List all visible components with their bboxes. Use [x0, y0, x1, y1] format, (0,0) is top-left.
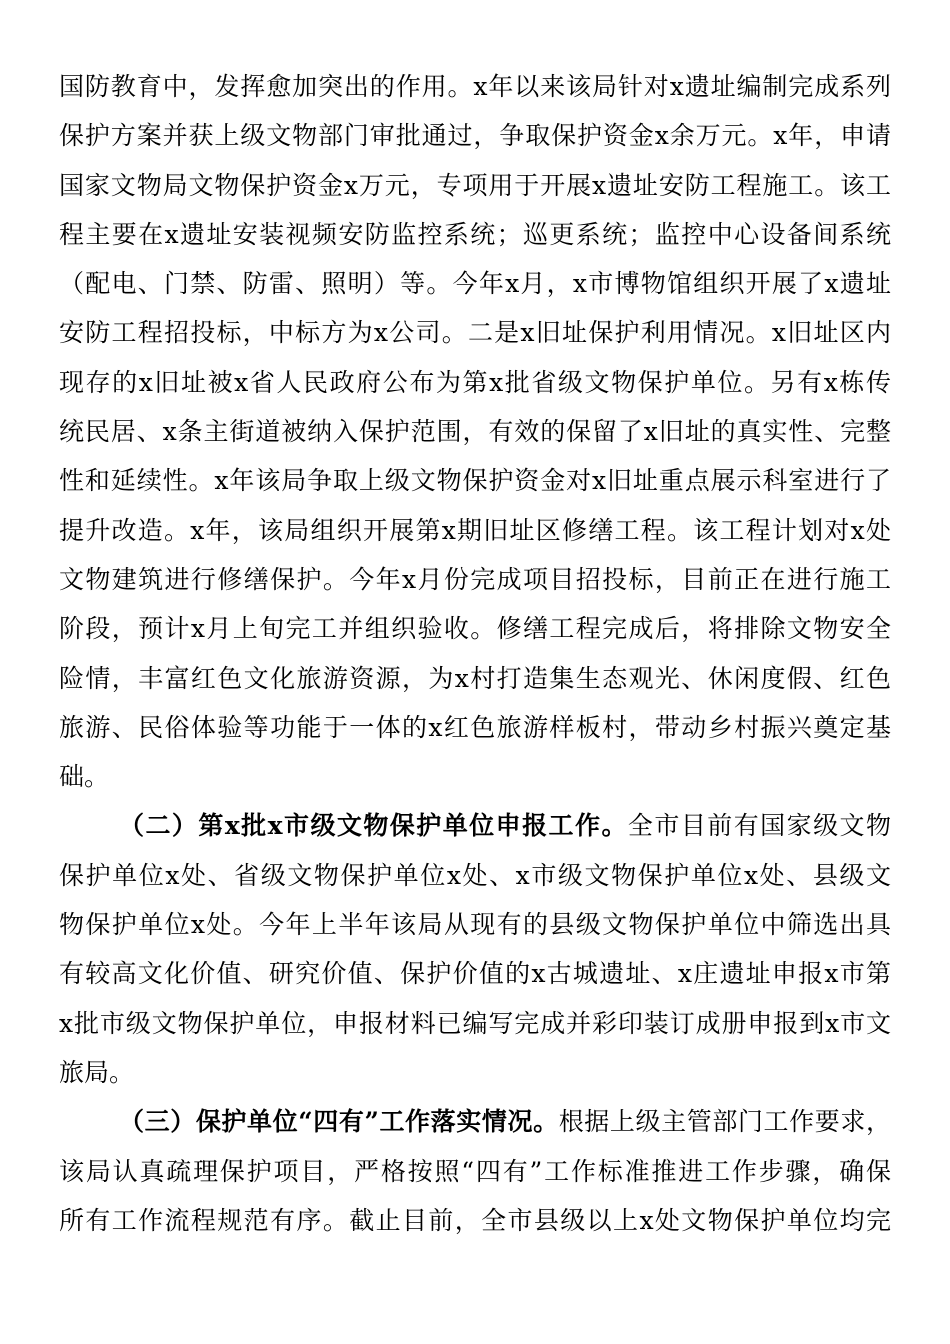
text-line: 文物建筑进行修缮保护。今年x月份完成项目招投标，目前正在进行施工 [59, 564, 891, 594]
text-line: 阶段，预计x月上旬完工并组织验收。修缮工程完成后，将排除文物安全 [59, 614, 891, 644]
section-2-first-line-text: 全市目前有国家级文物 [627, 811, 891, 841]
text-line: （配电、门禁、防雷、照明）等。今年x月，x市博物馆组织开展了x遗址 [59, 269, 891, 299]
text-line: 程主要在x遗址安装视频安防监控系统；巡更系统；监控中心设备间系统 [59, 219, 891, 249]
text-line: 旅游、民俗体验等功能于一体的x红色旅游样板村，带动乡村振兴奠定基 [59, 712, 891, 742]
text-line: 保护方案并获上级文物部门审批通过，争取保护资金x余万元。x年，申请 [59, 121, 891, 151]
text-line: 性和延续性。x年该局争取上级文物保护资金对x旧址重点展示科室进行了 [59, 466, 891, 496]
text-line: x批市级文物保护单位，申报材料已编写完成并彩印装订成册申报到x市文 [59, 1008, 891, 1038]
section-2-first-line [59, 801, 891, 850]
section-2-paragraph [59, 801, 891, 1097]
text-line: 有较高文化价值、研究价值、保护价值的x古城遗址、x庄遗址申报x市第 [59, 959, 891, 989]
text-line: 所有工作流程规范有序。截止目前，全市县级以上x处文物保护单位均完 [59, 1205, 891, 1235]
paragraph-1 [59, 62, 891, 801]
text-line: 险情，丰富红色文化旅游资源，为x村打造集生态观光、休闲度假、红色 [59, 663, 891, 693]
text-line: 物保护单位x处。今年上半年该局从现有的县级文物保护单位中筛选出具 [59, 910, 891, 940]
text-line: 该局认真疏理保护项目，严格按照“四有”工作标准推进工作步骤，确保 [59, 1156, 891, 1186]
section-2-heading: （二）第x批x市级文物保护单位申报工作。 [119, 811, 628, 841]
document-body [59, 62, 891, 1245]
text-line: 统民居、x条主街道被纳入保护范围，有效的保留了x旧址的真实性、完整 [59, 417, 891, 447]
section-3-first-line [59, 1097, 891, 1146]
text-line: 提升改造。x年，该局组织开展第x期旧址区修缮工程。该工程计划对x处 [59, 515, 891, 545]
text-line: 旅局。 [59, 1057, 135, 1087]
text-line: 国防教育中，发挥愈加突出的作用。x年以来该局针对x遗址编制完成系列 [59, 72, 891, 101]
text-line: 现存的x旧址被x省人民政府公布为第x批省级文物保护单位。另有x栋传 [59, 367, 891, 397]
section-3-paragraph [59, 1097, 891, 1245]
text-line: 安防工程招投标，中标方为x公司。二是x旧址保护利用情况。x旧址区内 [59, 318, 891, 348]
section-3-heading: （三）保护单位“四有”工作落实情况。 [119, 1107, 559, 1137]
text-line: 国家文物局文物保护资金x万元，专项用于开展x遗址安防工程施工。该工 [59, 170, 891, 200]
text-line: 础。 [59, 762, 110, 792]
section-3-first-line-text: 根据上级主管部门工作要求， [558, 1107, 891, 1137]
text-line: 保护单位x处、省级文物保护单位x处、x市级文物保护单位x处、县级文 [59, 860, 891, 890]
